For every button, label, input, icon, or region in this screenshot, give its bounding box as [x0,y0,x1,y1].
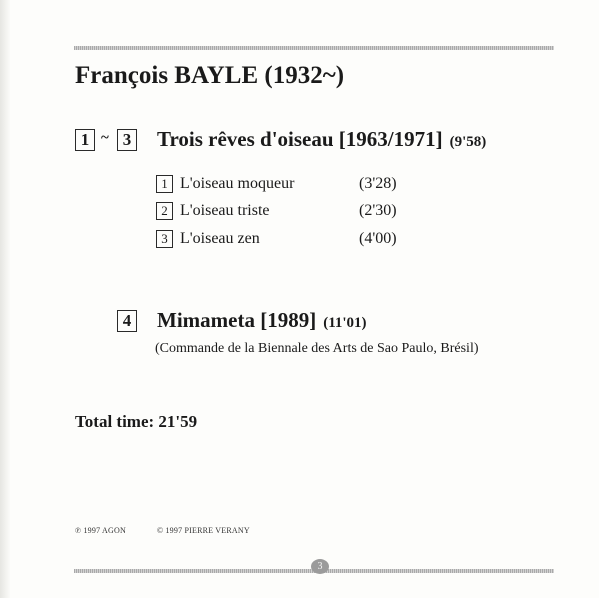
composer-heading: François BAYLE (1932~) [75,62,345,89]
page-edge-shadow [0,0,10,598]
page-number-badge: 3 [311,559,329,574]
work1-duration: (9'58) [449,134,487,150]
movement-duration: (3'28) [359,175,397,192]
work2-track-box: 4 [117,310,137,332]
movement-row [156,230,397,252]
movement-duration: (4'00) [359,230,397,247]
track-range-separator: ~ [101,130,109,146]
movement-row [156,202,397,224]
movement-title: L'oiseau zen [180,230,260,247]
work2-commission-note: (Commande de la Biennale des Arts de Sao Paulo, Brésil) [155,341,479,356]
work1-title: Trois rêves d'oiseau [1963/1971] [157,127,443,151]
phonogram-notice: ℗ 1997 AGON [75,526,126,535]
work2-heading [157,308,367,333]
work2-title: Mimameta [1989] [157,308,317,332]
movement-row [156,175,397,197]
track-end-box: 3 [117,129,137,151]
movement-track-box: 1 [156,175,173,193]
work1-heading [157,127,486,152]
movement-track-box: 2 [156,202,173,220]
copyright-notice: © 1997 PIERRE VERANY [157,526,250,535]
movement-track-box: 3 [156,230,173,248]
top-rule [74,46,554,50]
movement-title: L'oiseau moqueur [180,175,295,192]
total-time: Total time: 21'59 [75,412,198,431]
movement-title: L'oiseau triste [180,202,270,219]
track-start-box: 1 [75,129,95,151]
movement-duration: (2'30) [359,202,397,219]
work2-duration: (11'01) [323,315,367,331]
